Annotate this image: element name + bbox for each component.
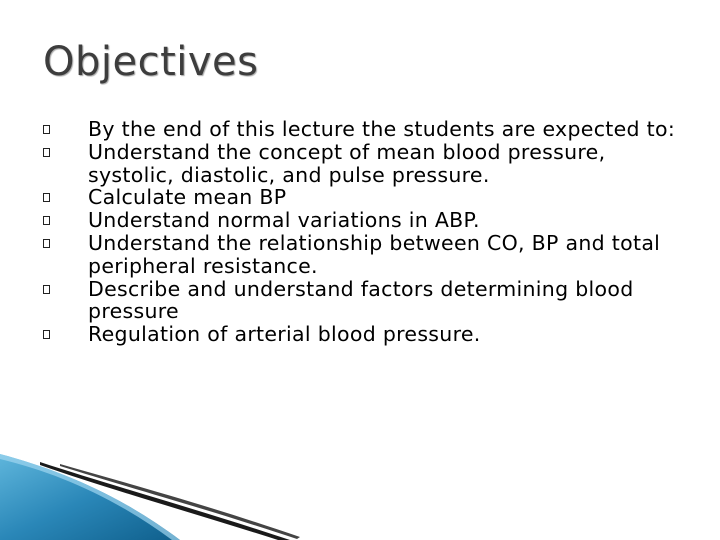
- slide-title: Objectives: [43, 39, 259, 85]
- blue-swoosh: [0, 454, 180, 540]
- hollow-square-icon: [43, 125, 50, 134]
- bullet-text: Describe and understand factors determining blood pressure: [88, 276, 634, 324]
- hollow-square-icon: [43, 239, 50, 248]
- hollow-square-icon: [43, 193, 50, 202]
- hollow-square-icon: [43, 285, 50, 294]
- list-item: [43, 209, 683, 232]
- list-item: [43, 323, 683, 346]
- bullet-text: Calculate mean BP: [88, 185, 287, 210]
- bullet-text: Understand normal variations in ABP.: [88, 208, 480, 233]
- objectives-list: [43, 118, 683, 346]
- list-item: [43, 186, 683, 209]
- bullet-text: Understand the concept of mean blood pressure, systolic, diastolic, and pulse pressure.: [88, 139, 606, 187]
- corner-swoosh-decoration: [0, 440, 720, 540]
- list-item: [43, 141, 683, 187]
- hollow-square-icon: [43, 216, 50, 225]
- hollow-square-icon: [43, 330, 50, 339]
- list-item: [43, 278, 683, 324]
- bullet-text: Understand the relationship between CO, BP and total peripheral resistance.: [88, 230, 661, 278]
- bullet-text: Regulation of arterial blood pressure.: [88, 322, 481, 347]
- list-item: [43, 118, 683, 141]
- list-item: [43, 232, 683, 278]
- bullet-text: By the end of this lecture the students are expected to:: [88, 117, 676, 141]
- hollow-square-icon: [43, 148, 50, 157]
